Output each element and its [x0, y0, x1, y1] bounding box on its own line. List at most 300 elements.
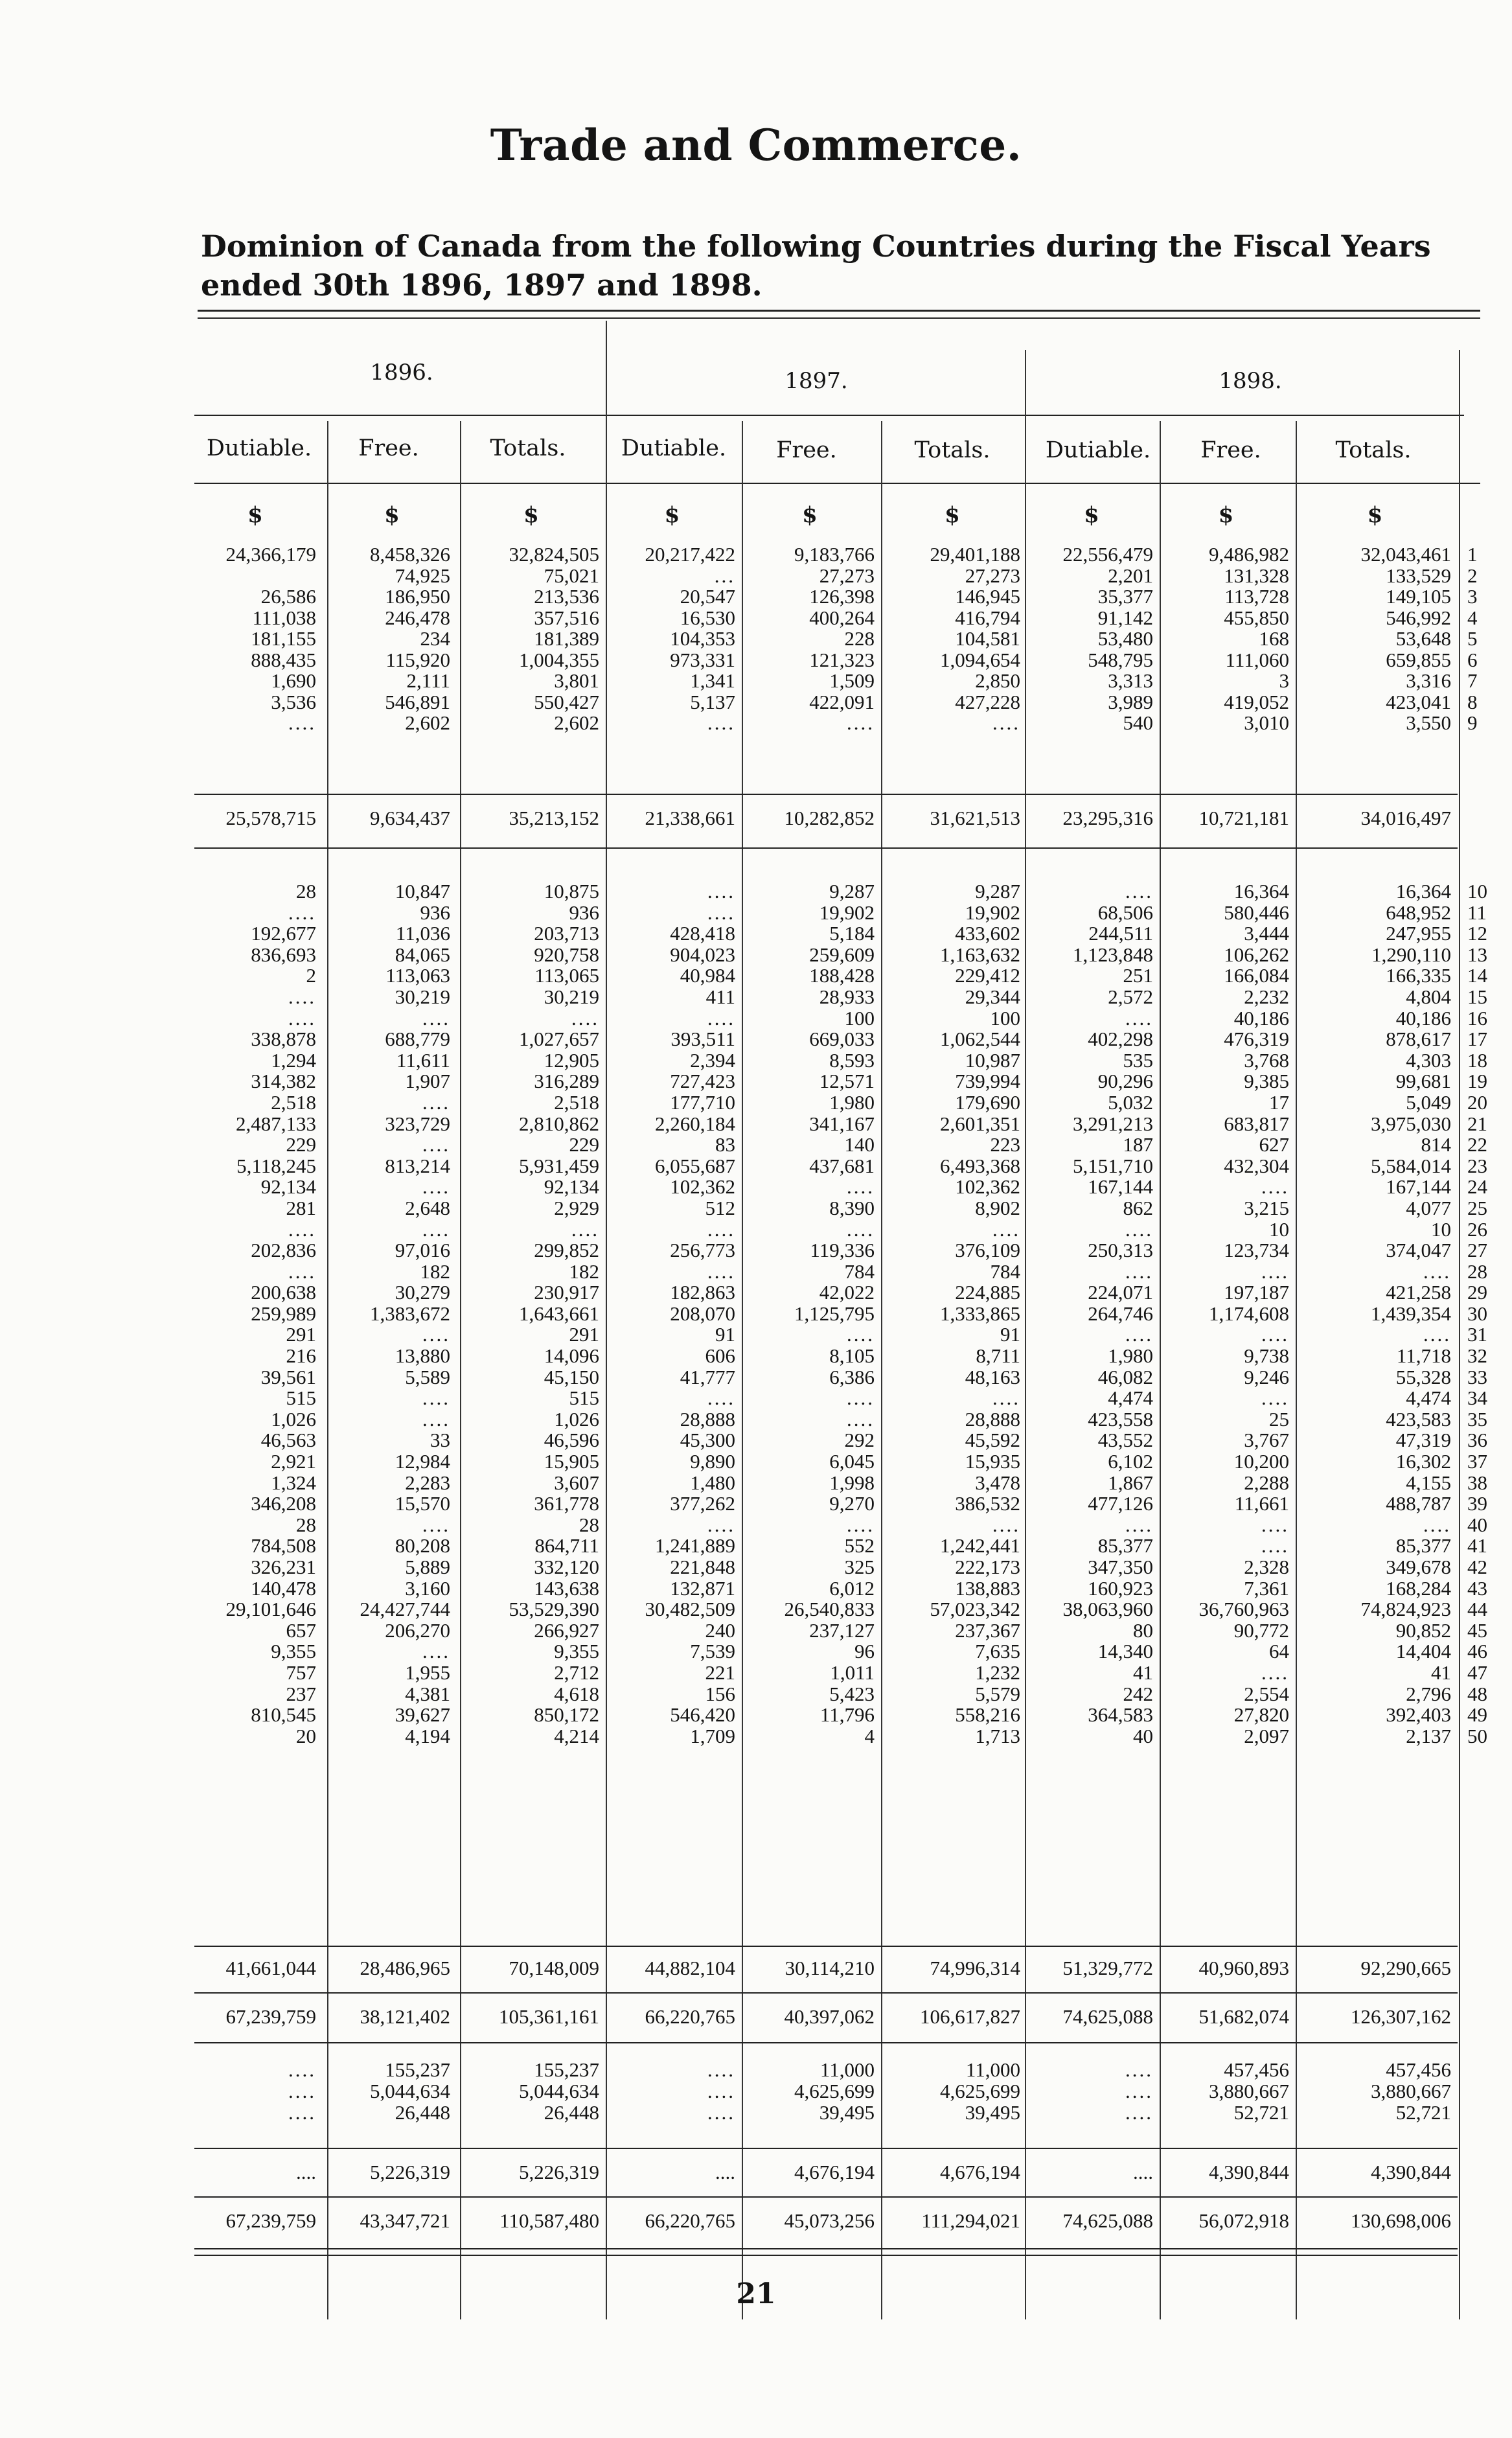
total-cell: 5,226,319: [519, 2161, 599, 2183]
table-cell: 757: [286, 1662, 316, 1684]
table-cell: 126,398: [809, 586, 875, 608]
table-cell: 102,362: [955, 1177, 1020, 1198]
table-cell: 2,201: [1108, 565, 1153, 586]
table-cell: ....: [288, 1219, 316, 1241]
table-cell: 156: [705, 1683, 735, 1705]
table-cell: 5,584,014: [1371, 1155, 1451, 1177]
table-cell: ....: [422, 1219, 450, 1241]
table-cell: 229: [569, 1134, 599, 1156]
table-cell: 1,643,661: [519, 1303, 599, 1325]
row-number: 25: [1467, 1196, 1487, 1219]
table-cell: 291: [569, 1324, 599, 1346]
table-cell: 30,219: [544, 986, 599, 1008]
table-cell: 3,767: [1244, 1430, 1289, 1452]
table-cell: 291: [286, 1324, 316, 1346]
table-cell: 14,340: [1097, 1641, 1153, 1662]
table-cell: 9,890: [690, 1451, 735, 1473]
table-cell: 546,891: [385, 691, 450, 713]
table-cell: 5,889: [405, 1557, 450, 1578]
table-cell: 3,768: [1244, 1050, 1289, 1072]
total-cell: 4,390,844: [1209, 2161, 1289, 2183]
row-number: 28: [1467, 1259, 1487, 1283]
table-cell: 1,125,795: [794, 1303, 875, 1325]
table-cell: ....: [707, 713, 735, 734]
table-cell: ....: [992, 1388, 1020, 1409]
table-cell: 1,955: [405, 1662, 450, 1684]
table-cell: 38,063,960: [1062, 1599, 1153, 1620]
table-cell: 74,824,923: [1360, 1599, 1451, 1620]
table-cell: 53,529,390: [509, 1599, 599, 1620]
table-cell: 213,536: [534, 586, 599, 608]
table-cell: 393,511: [670, 1029, 735, 1050]
total-cell: 31,621,513: [930, 807, 1020, 829]
table-cell: 2,921: [271, 1451, 316, 1473]
table-cell: 422,091: [809, 691, 875, 713]
table-cell: ....: [1125, 1514, 1153, 1536]
row-number: 16: [1467, 1006, 1487, 1029]
table-cell: 246,478: [385, 607, 450, 628]
row-number: 50: [1467, 1724, 1487, 1747]
table-cell: 1,026: [554, 1409, 599, 1431]
table-cell: 5,049: [1406, 1092, 1451, 1114]
table-cell: 10,847: [395, 881, 450, 903]
col-divider: [327, 421, 328, 2319]
table-cell: ....: [707, 902, 735, 924]
table-cell: 349,678: [1386, 1557, 1451, 1578]
table-cell: 1,998: [829, 1472, 875, 1494]
table-cell: 657: [286, 1620, 316, 1642]
table-cell: 15,570: [395, 1493, 450, 1515]
table-cell: 1,123,848: [1073, 944, 1153, 966]
table-cell: 4,214: [554, 1725, 599, 1747]
col-divider: [1296, 421, 1297, 2319]
table-cell: 2,601,351: [940, 1113, 1020, 1135]
table-cell: 11,661: [1234, 1493, 1289, 1515]
table-cell: 53,480: [1097, 628, 1153, 650]
table-cell: 1,690: [271, 671, 316, 692]
table-cell: 535: [1123, 1050, 1153, 1072]
dollar-unit-label: $: [664, 502, 680, 528]
table-cell: 8,390: [829, 1197, 875, 1219]
table-cell: 140: [844, 1134, 875, 1156]
table-cell: 121,323: [809, 649, 875, 671]
row-number: 23: [1467, 1154, 1487, 1177]
block1-column-4: [745, 544, 875, 734]
total-cell: 34,016,497: [1360, 807, 1451, 829]
table-cell: ....: [288, 1007, 316, 1029]
table-cell: 2,232: [1244, 986, 1289, 1008]
row-number: 21: [1467, 1112, 1487, 1135]
table-cell: 91,142: [1097, 607, 1153, 628]
table-cell: 5,032: [1108, 1092, 1153, 1114]
table-cell: 28,888: [965, 1409, 1020, 1431]
table-cell: 400,264: [809, 607, 875, 628]
table-cell: 166,335: [1386, 965, 1451, 987]
table-cell: 155,237: [385, 2059, 450, 2080]
table-cell: 6,055,687: [655, 1155, 735, 1177]
table-cell: 91: [1000, 1324, 1020, 1346]
table-cell: 9,287: [829, 881, 875, 903]
table-cell: 2,602: [554, 713, 599, 734]
table-cell: 92,134: [544, 1177, 599, 1198]
table-cell: 138,883: [955, 1578, 1020, 1600]
table-cell: 41,777: [680, 1366, 735, 1388]
table-cell: 149,105: [1386, 586, 1451, 608]
total-cell: 51,682,074: [1198, 2005, 1289, 2028]
table-cell: 203,713: [534, 923, 599, 945]
rule-block2-total: [194, 1946, 1458, 1947]
table-cell: 878,617: [1386, 1029, 1451, 1050]
block1-column-2: [463, 544, 599, 734]
table-cell: 1,713: [975, 1725, 1020, 1747]
table-cell: 224,071: [1088, 1282, 1153, 1304]
table-cell: 97,016: [395, 1240, 450, 1261]
total-cell: 43,347,721: [360, 2209, 450, 2232]
table-cell: 85,377: [1097, 1535, 1153, 1557]
table-cell: ....: [288, 2102, 316, 2123]
table-cell: 346,208: [251, 1493, 316, 1515]
table-cell: 580,446: [1224, 902, 1289, 924]
row-number: 41: [1467, 1534, 1487, 1558]
table-cell: 1,439,354: [1371, 1303, 1451, 1325]
row-number: 43: [1467, 1576, 1487, 1600]
table-cell: 202,836: [251, 1240, 316, 1261]
table-cell: 91: [715, 1324, 735, 1346]
total-cell: 28,486,965: [360, 1957, 450, 1979]
table-cell: 146,945: [955, 586, 1020, 608]
col-head-rule: [194, 483, 1480, 484]
table-cell: 558,216: [955, 1705, 1020, 1726]
table-cell: ....: [422, 1409, 450, 1431]
row-number: 19: [1467, 1070, 1487, 1093]
table-cell: 606: [705, 1346, 735, 1367]
table-cell: 80,208: [395, 1535, 450, 1557]
table-cell: ....: [1423, 1514, 1451, 1536]
table-cell: 11,000: [965, 2059, 1020, 2080]
block3-column-8: [1299, 2059, 1451, 2123]
table-cell: 131,328: [1224, 565, 1289, 586]
table-cell: 10: [1269, 1219, 1289, 1241]
top-rule-2: [198, 317, 1480, 319]
table-cell: 242: [1123, 1683, 1153, 1705]
table-cell: 4: [864, 1725, 875, 1747]
block2-column-8: [1299, 881, 1451, 1747]
table-cell: 8,458,326: [370, 544, 450, 566]
table-cell: ....: [992, 713, 1020, 734]
block1-column-3: [609, 544, 735, 734]
table-cell: 3,550: [1406, 713, 1451, 734]
table-cell: 1,011: [830, 1662, 875, 1684]
total-cell: 10,721,181: [1198, 807, 1289, 829]
table-cell: 45,592: [965, 1430, 1020, 1452]
rule-block1-total: [194, 794, 1458, 795]
table-cell: ....: [847, 713, 875, 734]
table-cell: ....: [1261, 1388, 1289, 1409]
table-cell: 29,344: [965, 986, 1020, 1008]
table-cell: ....: [707, 2080, 735, 2102]
dollar-unit-label: $: [1218, 502, 1234, 528]
table-cell: 167,144: [1088, 1177, 1153, 1198]
block1-column-7: [1163, 544, 1289, 734]
table-cell: 10: [1431, 1219, 1451, 1241]
row-number: 2: [1467, 564, 1478, 587]
table-cell: 2,572: [1108, 986, 1153, 1008]
table-cell: 85,377: [1395, 1535, 1451, 1557]
table-cell: ....: [1261, 1514, 1289, 1536]
total-cell: ....: [296, 2161, 316, 2183]
table-cell: 2,554: [1244, 1683, 1289, 1705]
row-number: 11: [1467, 901, 1487, 924]
table-cell: 39,561: [260, 1366, 316, 1388]
col-divider: [1160, 421, 1161, 2319]
table-cell: 132,871: [670, 1578, 735, 1600]
table-cell: 46,563: [260, 1430, 316, 1452]
table-cell: 2,283: [405, 1472, 450, 1494]
table-cell: 179,690: [955, 1092, 1020, 1114]
table-cell: 102,362: [670, 1177, 735, 1198]
table-cell: 1,232: [975, 1662, 1020, 1684]
table-cell: 30,482,509: [645, 1599, 735, 1620]
block1-column-0: [194, 544, 316, 734]
block3-column-1: [334, 2059, 450, 2123]
total-cell: 35,213,152: [509, 807, 599, 829]
row-number: 33: [1467, 1365, 1487, 1388]
col-divider: [742, 421, 743, 2319]
year-header-1897: 1897.: [785, 368, 848, 394]
table-cell: 8,593: [829, 1050, 875, 1072]
row-number: 29: [1467, 1281, 1487, 1304]
table-cell: ....: [288, 2059, 316, 2080]
table-cell: 27,273: [819, 565, 875, 586]
total-cell: 38,121,402: [360, 2005, 450, 2028]
table-cell: ....: [847, 1324, 875, 1346]
table-cell: 181,155: [251, 628, 316, 650]
table-cell: 26,540,833: [784, 1599, 875, 1620]
table-cell: 20,547: [680, 586, 735, 608]
table-cell: 11,718: [1396, 1346, 1451, 1367]
table-cell: 40,186: [1395, 1007, 1451, 1029]
table-cell: 3,801: [554, 671, 599, 692]
row-number: 15: [1467, 985, 1487, 1008]
table-cell: 216: [286, 1346, 316, 1367]
table-cell: 48,163: [965, 1366, 1020, 1388]
table-cell: 41: [1133, 1662, 1153, 1684]
table-cell: 862: [1123, 1197, 1153, 1219]
row-number: 13: [1467, 943, 1487, 966]
table-cell: 476,319: [1224, 1029, 1289, 1050]
table-cell: 973,331: [670, 649, 735, 671]
table-cell: 167,144: [1386, 1177, 1451, 1198]
table-cell: 187: [1123, 1134, 1153, 1156]
table-cell: 28: [296, 881, 316, 903]
table-cell: 546,420: [670, 1705, 735, 1726]
table-cell: 6,045: [829, 1451, 875, 1473]
table-cell: 16,364: [1395, 881, 1451, 903]
table-cell: 739,994: [955, 1071, 1020, 1092]
table-cell: 659,855: [1386, 649, 1451, 671]
table-cell: 4,474: [1108, 1388, 1153, 1409]
table-cell: 548,795: [1088, 649, 1153, 671]
table-cell: 512: [705, 1197, 735, 1219]
table-cell: 74,925: [395, 565, 450, 586]
table-cell: 29,101,646: [225, 1599, 316, 1620]
table-cell: 9,355: [554, 1641, 599, 1662]
total-cell: 4,676,194: [940, 2161, 1020, 2183]
table-cell: 936: [569, 902, 599, 924]
table-cell: 46,596: [544, 1430, 599, 1452]
row-number: 39: [1467, 1492, 1487, 1515]
table-cell: 52,721: [1233, 2102, 1289, 2123]
table-cell: 80: [1133, 1620, 1153, 1642]
table-cell: 457,456: [1386, 2059, 1451, 2080]
table-cell: ....: [847, 1409, 875, 1431]
table-cell: 550,427: [534, 691, 599, 713]
table-cell: 376,109: [955, 1240, 1020, 1261]
block3-column-0: [194, 2059, 316, 2123]
table-cell: 24,427,744: [360, 1599, 450, 1620]
row-number: 37: [1467, 1450, 1487, 1473]
total-cell: 45,073,256: [784, 2209, 875, 2232]
table-cell: 341,167: [809, 1113, 875, 1135]
rule-block3-end: [194, 2196, 1458, 2198]
table-cell: 627: [1259, 1134, 1289, 1156]
table-cell: 143,638: [534, 1578, 599, 1600]
table-cell: ....: [1125, 881, 1153, 903]
table-cell: 28: [296, 1514, 316, 1536]
total-cell: 5,226,319: [370, 2161, 450, 2183]
total-cell: 74,996,314: [930, 1957, 1020, 1979]
table-cell: 1,290,110: [1371, 944, 1451, 966]
table-cell: 40,984: [680, 965, 735, 987]
table-cell: 104,581: [955, 628, 1020, 650]
table-cell: 2,850: [975, 671, 1020, 692]
row-number: 20: [1467, 1090, 1487, 1114]
table-cell: 784: [990, 1261, 1020, 1283]
row-number: 38: [1467, 1471, 1487, 1494]
table-cell: 357,516: [534, 607, 599, 628]
table-cell: 16,530: [680, 607, 735, 628]
table-cell: 316,289: [534, 1071, 599, 1092]
total-cell: 110,587,480: [499, 2209, 599, 2232]
page-number: 21: [736, 2277, 776, 2310]
table-cell: 221,848: [670, 1557, 735, 1578]
table-cell: ....: [707, 1219, 735, 1241]
table-cell: 168: [1259, 628, 1289, 650]
table-cell: 3: [1279, 671, 1289, 692]
table-cell: 2,518: [554, 1092, 599, 1114]
table-cell: 12,571: [819, 1071, 875, 1092]
table-cell: 186,950: [385, 586, 450, 608]
table-cell: 540: [1123, 713, 1153, 734]
table-cell: 888,435: [251, 649, 316, 671]
table-cell: 221: [705, 1662, 735, 1684]
table-cell: 325: [844, 1557, 875, 1578]
table-cell: 19,902: [819, 902, 875, 924]
row-number: 40: [1467, 1513, 1487, 1536]
table-cell: 111,060: [1225, 649, 1289, 671]
table-cell: 28,888: [680, 1409, 735, 1431]
total-cell: 70,148,009: [509, 1957, 599, 1979]
block1-column-5: [884, 544, 1020, 734]
col-divider: [881, 421, 882, 2319]
table-cell: 2,712: [554, 1662, 599, 1684]
rule-bottom: [194, 2255, 1458, 2256]
rule-grand-total: [194, 2042, 1458, 2043]
table-cell: ....: [707, 1514, 735, 1536]
table-cell: 39,627: [395, 1705, 450, 1726]
table-cell: 36,760,963: [1198, 1599, 1289, 1620]
table-cell: 374,047: [1386, 1240, 1451, 1261]
table-cell: 133,529: [1386, 565, 1451, 586]
table-cell: 2: [306, 965, 316, 987]
table-cell: 99,681: [1395, 1071, 1451, 1092]
table-cell: ....: [847, 1388, 875, 1409]
table-cell: 53,648: [1395, 628, 1451, 650]
table-cell: 100: [990, 1007, 1020, 1029]
table-cell: 4,618: [554, 1683, 599, 1705]
rule-block1-end: [194, 847, 1458, 849]
table-cell: 256,773: [670, 1240, 735, 1261]
table-cell: 237,367: [955, 1620, 1020, 1642]
table-cell: 5,423: [829, 1683, 875, 1705]
table-cell: ....: [288, 1261, 316, 1283]
total-cell: 105,361,161: [499, 2005, 599, 2028]
total-cell: 25,578,715: [225, 807, 316, 829]
table-cell: 546,992: [1386, 607, 1451, 628]
table-cell: 237,127: [809, 1620, 875, 1642]
total-cell: 40,397,062: [784, 2005, 875, 2028]
table-cell: 68,506: [1097, 902, 1153, 924]
table-cell: 4,625,699: [794, 2080, 875, 2102]
table-cell: 2,394: [690, 1050, 735, 1072]
table-cell: 4,155: [1406, 1472, 1451, 1494]
col-head-1898-dutiable: Dutiable.: [1045, 437, 1151, 463]
row-number: 6: [1467, 648, 1478, 671]
table-cell: 836,693: [251, 944, 316, 966]
table-cell: 24,366,179: [225, 544, 316, 566]
col-head-1896-free: Free.: [358, 435, 419, 461]
table-cell: ....: [1423, 1324, 1451, 1346]
table-cell: 421,258: [1386, 1282, 1451, 1304]
table-cell: 1,324: [271, 1472, 316, 1494]
table-cell: 5,931,459: [519, 1155, 599, 1177]
row-number: 30: [1467, 1302, 1487, 1325]
dollar-unit-label: $: [523, 502, 539, 528]
table-cell: 234: [420, 628, 450, 650]
table-cell: 40: [1133, 1725, 1153, 1747]
table-cell: 43,552: [1097, 1430, 1153, 1452]
table-cell: 423,558: [1088, 1409, 1153, 1431]
table-cell: 14,404: [1395, 1641, 1451, 1662]
row-number: 12: [1467, 922, 1487, 945]
year-header-1898: 1898.: [1219, 368, 1282, 394]
table-cell: 323,729: [385, 1113, 450, 1135]
table-cell: 6,102: [1108, 1451, 1153, 1473]
table-cell: 1,294: [271, 1050, 316, 1072]
total-cell: 9,634,437: [370, 807, 450, 829]
table-cell: 3,313: [1108, 671, 1153, 692]
table-cell: 15,935: [965, 1451, 1020, 1473]
table-cell: 9,486,982: [1209, 544, 1289, 566]
table-cell: 3,316: [1406, 671, 1451, 692]
table-cell: ....: [288, 2080, 316, 2102]
table-cell: 2,518: [271, 1092, 316, 1114]
table-cell: 411: [705, 986, 735, 1008]
table-cell: 9,270: [829, 1493, 875, 1515]
table-cell: 200,638: [251, 1282, 316, 1304]
dollar-unit-label: $: [384, 502, 400, 528]
table-cell: 7,361: [1244, 1578, 1289, 1600]
